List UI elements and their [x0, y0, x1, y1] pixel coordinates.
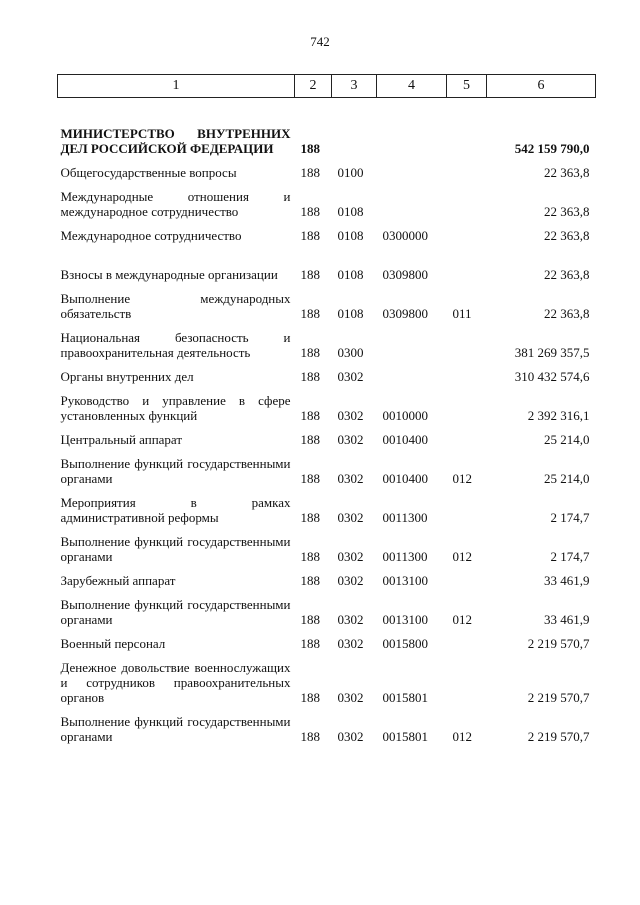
row-section-code: 0108 — [337, 203, 364, 219]
row-chapter-code: 188 — [300, 470, 320, 486]
row-expense-type-code — [447, 219, 487, 243]
table-row — [58, 705, 596, 744]
row-name: МИНИСТЕРСТВО ВНУТРЕННИХ ДЕЛ РОССИЙСКОЙ ФЕДЕРАЦИИ — [60, 125, 291, 156]
row-chapter-code: 188 — [300, 407, 320, 423]
column-header-6: 6 — [487, 75, 596, 98]
row-name: Выполнение функций государственными органами — [60, 533, 291, 564]
row-section-code: 0302 — [337, 548, 364, 564]
row-name: Выполнение функций государственными органами — [60, 713, 291, 744]
row-expense-type-code: 012 — [452, 611, 472, 627]
row-target-code — [377, 321, 447, 360]
table-row — [58, 384, 596, 423]
row-amount: 33 461,9 — [544, 572, 590, 588]
column-header-4: 4 — [377, 75, 447, 98]
row-expense-type-code — [447, 486, 487, 525]
row-target-code: 0010400 — [382, 431, 428, 447]
row-target-code: 0010000 — [382, 407, 428, 423]
row-expense-type-code: 012 — [452, 728, 472, 744]
row-target-code: 0013100 — [382, 611, 428, 627]
row-amount: 22 363,8 — [544, 203, 590, 219]
row-name: Военный персонал — [60, 635, 166, 651]
row-target-code: 0010400 — [382, 470, 428, 486]
row-chapter-code: 188 — [300, 164, 320, 180]
row-section-code: 0108 — [337, 266, 364, 282]
row-amount: 2 392 316,1 — [527, 407, 590, 423]
table-row — [58, 588, 596, 627]
row-expense-type-code — [447, 156, 487, 180]
row-amount: 22 363,8 — [544, 227, 590, 243]
row-amount: 22 363,8 — [544, 305, 590, 321]
row-chapter-code: 188 — [300, 368, 320, 384]
row-name: Взносы в международные организации — [60, 266, 278, 282]
row-name: Руководство и управление в сфере установленных функций — [60, 392, 291, 423]
row-section-code: 0302 — [337, 509, 364, 525]
row-section-code: 0302 — [337, 635, 364, 651]
table-row — [58, 321, 596, 360]
table-row — [58, 156, 596, 180]
row-amount: 22 363,8 — [544, 164, 590, 180]
column-header-2: 2 — [295, 75, 332, 98]
row-chapter-code: 188 — [300, 635, 320, 651]
row-amount: 2 174,7 — [550, 509, 590, 525]
row-target-code — [377, 98, 447, 156]
table-row — [58, 525, 596, 564]
table-row — [58, 627, 596, 651]
row-chapter-code: 188 — [300, 572, 320, 588]
row-amount: 2 219 570,7 — [527, 635, 590, 651]
row-section-code: 0302 — [337, 368, 364, 384]
row-expense-type-code — [447, 423, 487, 447]
row-target-code: 0015800 — [382, 635, 428, 651]
row-expense-type-code: 012 — [452, 470, 472, 486]
budget-table — [57, 74, 596, 744]
table-header — [58, 75, 596, 98]
table-row — [58, 486, 596, 525]
row-target-code: 0013100 — [382, 572, 428, 588]
row-target-code — [377, 360, 447, 384]
column-header-5: 5 — [447, 75, 487, 98]
row-name: Международное сотрудничество — [60, 227, 242, 243]
row-target-code: 0015801 — [382, 728, 428, 744]
table-row — [58, 564, 596, 588]
row-name: Выполнение международных обязательств — [60, 290, 291, 321]
row-section-code: 0302 — [337, 431, 364, 447]
row-section-code: 0108 — [337, 305, 364, 321]
row-section-code: 0300 — [337, 344, 364, 360]
row-target-code: 0309800 — [382, 305, 428, 321]
column-header-3: 3 — [332, 75, 377, 98]
table-body — [58, 98, 596, 744]
row-name: Органы внутренних дел — [60, 368, 194, 384]
row-section-code: 0302 — [337, 572, 364, 588]
row-expense-type-code — [447, 180, 487, 219]
row-section-code: 0302 — [337, 728, 364, 744]
row-section-code: 0302 — [337, 689, 364, 705]
row-expense-type-code — [447, 627, 487, 651]
row-target-code: 0011300 — [382, 509, 428, 525]
row-name: Общегосударственные вопросы — [60, 164, 237, 180]
row-expense-type-code: 011 — [452, 305, 472, 321]
table-row — [58, 98, 596, 156]
row-name: Международные отношения и международное сотрудничество — [60, 188, 291, 219]
row-expense-type-code — [447, 243, 487, 282]
table-row — [58, 447, 596, 486]
row-target-code — [377, 180, 447, 219]
table-row — [58, 243, 596, 282]
row-name: Зарубежный аппарат — [60, 572, 176, 588]
row-amount: 2 219 570,7 — [527, 728, 590, 744]
row-chapter-code: 188 — [300, 140, 320, 156]
row-amount: 33 461,9 — [544, 611, 590, 627]
row-expense-type-code — [447, 321, 487, 360]
row-target-code — [377, 156, 447, 180]
row-chapter-code: 188 — [300, 203, 320, 219]
row-expense-type-code — [447, 651, 487, 705]
column-header-1: 1 — [58, 75, 295, 98]
row-chapter-code: 188 — [300, 728, 320, 744]
row-chapter-code: 188 — [300, 509, 320, 525]
row-amount: 2 219 570,7 — [527, 689, 590, 705]
row-chapter-code: 188 — [300, 305, 320, 321]
row-amount: 2 174,7 — [550, 548, 590, 564]
row-section-code: 0302 — [337, 611, 364, 627]
row-amount: 310 432 574,6 — [514, 368, 590, 384]
row-name: Национальная безопасность и правоохранительная деятельность — [60, 329, 291, 360]
row-expense-type-code: 012 — [452, 548, 472, 564]
row-section-code: 0108 — [337, 227, 364, 243]
row-target-code: 0309800 — [382, 266, 428, 282]
table-row — [58, 651, 596, 705]
table-row — [58, 423, 596, 447]
table-row — [58, 180, 596, 219]
row-name: Мероприятия в рамках административной реформы — [60, 494, 291, 525]
row-name: Выполнение функций государственными органами — [60, 596, 291, 627]
row-expense-type-code — [447, 98, 487, 156]
row-chapter-code: 188 — [300, 266, 320, 282]
row-name: Денежное довольствие военнослужащих и сотрудников правоохранительных органов — [60, 659, 291, 705]
page-number: 742 — [310, 34, 330, 49]
table-row — [58, 360, 596, 384]
row-expense-type-code — [447, 564, 487, 588]
row-section-code: 0302 — [337, 470, 364, 486]
table-row — [58, 219, 596, 243]
row-chapter-code: 188 — [300, 611, 320, 627]
row-amount: 25 214,0 — [544, 470, 590, 486]
row-chapter-code: 188 — [300, 227, 320, 243]
row-amount: 22 363,8 — [544, 266, 590, 282]
row-name: Выполнение функций государственными органами — [60, 455, 291, 486]
row-amount: 381 269 357,5 — [514, 344, 590, 360]
row-section-code: 0100 — [337, 164, 364, 180]
row-chapter-code: 188 — [300, 548, 320, 564]
row-target-code: 0011300 — [382, 548, 428, 564]
table-row — [58, 282, 596, 321]
row-amount: 542 159 790,0 — [514, 140, 590, 156]
row-expense-type-code — [447, 360, 487, 384]
row-section-code — [332, 98, 377, 156]
row-name: Центральный аппарат — [60, 431, 183, 447]
row-target-code: 0300000 — [382, 227, 428, 243]
row-amount: 25 214,0 — [544, 431, 590, 447]
row-chapter-code: 188 — [300, 431, 320, 447]
row-expense-type-code — [447, 384, 487, 423]
row-chapter-code: 188 — [300, 689, 320, 705]
row-chapter-code: 188 — [300, 344, 320, 360]
row-section-code: 0302 — [337, 407, 364, 423]
row-target-code: 0015801 — [382, 689, 428, 705]
